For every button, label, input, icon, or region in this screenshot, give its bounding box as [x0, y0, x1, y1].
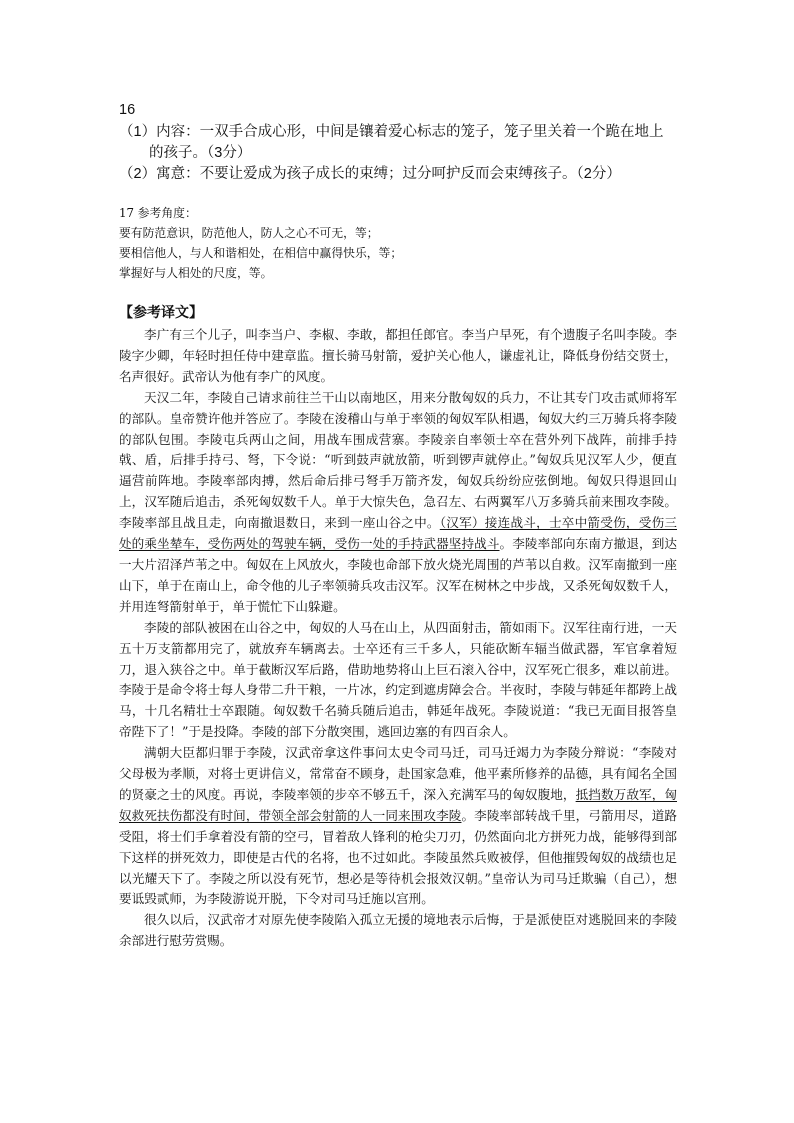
underlined-sentence: 抵挡数万敌军，匈奴救死扶伤都没有时间，带领全部会射箭的人一同来围攻李陵 [119, 786, 678, 823]
underlined-sentence: （汉军）接连战斗，士卒中箭受伤，受伤三处的乘坐辇车，受伤两处的驾驶车辆，受伤一处的手持武器坚持战斗 [119, 515, 678, 552]
paragraph-text: 天汉二年，李陵自己请求前往兰干山以南地区，用来分散匈奴的兵力，不让其专门攻击贰师将军的部队。皇帝赞许他并答应了。李陵在浚稽山与单于率领的匈奴军队相遇，匈奴大约三万骑兵将李陵的部队包围。李陵屯兵两山之间，用战车围成营寨。李陵亲自率领士卒在营外列下战阵，前排手持戟、盾，后排手持弓、弩，下令说：“听到鼓声就放箭，听到锣声就停止。”匈奴兵见汉军人少，便直逼营前阵地。李陵率部肉搏，然后命后排弓弩手万箭齐发，匈奴兵纷纷应弦倒地。匈奴只得退回山上，汉军随后追击，杀死匈奴数千人。单于大惊失色，急召左、右两翼军八万多骑兵前来围攻李陵。李陵率部且战且走，向南撤退数日，来到一座山谷之中。 [119, 389, 677, 531]
reference-translation [119, 302, 677, 952]
question-number: 16 [119, 102, 136, 118]
answer-line: 要相信他人，与人和谐相处，在相信中赢得快乐，等； [119, 246, 403, 260]
paragraph-text: 满朝大臣都归罪于李陵，汉武帝拿这件事问太史令司马迁，司马迁竭力为李陵分辩说：“李陵对父母极为孝顺，对将士更讲信义，常常奋不顾身，赴国家急难，他平素所修养的品德，具有闻名全国的贤豪之士的风度。再说，李陵率领的步卒不够五千，深入充满军马的匈奴腹地， [119, 745, 677, 802]
question-16-answer [119, 100, 677, 185]
translation-heading: 【参考译文】 [119, 304, 203, 320]
translation-paragraph-5: 很久以后，汉武帝才对原先使李陵陷入孤立无援的境地表示后悔，于是派使臣对逃脱回来的李陵余部进行慰劳赏赐。 [119, 912, 677, 949]
answer-item-meaning: （2）寓意：不要让爱成为孩子成长的束缚；过分呵护反而会束缚孩子。（2分） [119, 166, 621, 182]
answer-line: 掌握好与人相处的尺度，等。 [119, 266, 273, 280]
question-17-answer [119, 203, 677, 283]
question-17-heading: 17 参考角度： [119, 206, 197, 220]
translation-paragraph-1: 李广有三个儿子，叫李当户、李椒、李敢，都担任郎官。李当户早死，有个遗腹子名叫李陵。李陵字少卿，年轻时担任侍中建章监。擅长骑马射箭，爱护关心他人，谦虚礼让，降低身份结交贤士，名声很好。武帝认为他有李广的风度。 [119, 327, 677, 384]
translation-paragraph-2 [119, 388, 677, 618]
paragraph-text: 。李陵率部转战千里，弓箭用尽，道路受阻，将士们手拿着没有箭的空弓，冒着敌人锋利的枪尖刀刃，仍然面向北方拼死力战，能够得到部下这样的拼死效力，即使是古代的名将，也不过如此。李陵虽然兵败被俘，但他摧毁匈奴的战绩也足以光耀天下了。李陵之所以没有死节，想必是等待机会报效汉朝。”皇帝认为司马迁欺骗（自己），想要诋毁贰师，为李陵游说开脱，下令对司马迁施以宫刑。 [119, 807, 678, 907]
paragraph-text: 。李陵率部向东南方撤退，到达一大片沼泽芦苇之中。匈奴在上风放火，李陵也命部下放火烧光周围的芦苇以自救。汉军南撤到一座山下，单于在南山上，命令他的儿子率领骑兵攻击汉军。汉军在树林之中步战，又杀死匈奴数千人，并用连弩箭射单于，单于慌忙下山躲避。 [119, 536, 678, 614]
answer-line: 要有防范意识，防范他人，防人之心不可无，等； [119, 226, 379, 240]
answer-item-content: （1）内容：一双手合成心形，中间是镶着爱心标志的笼子，笼子里关着一个跪在地上的孩子。（3分） [119, 124, 664, 161]
translation-paragraph-3: 李陵的部队被困在山谷之中，匈奴的人马在山上，从四面射击，箭如雨下。汉军往南行进，一天五十万支箭都用完了，就放弃车辆离去。士卒还有三千多人，只能砍断车辐当做武器，军官拿着短刀，退入狭谷之中。单于截断汉军后路，借助地势将山上巨石滚入谷中，汉军死亡很多，难以前进。李陵于是命令将士每人身带二升干粮，一片冰，约定到遮虏障会合。半夜时，李陵与韩延年都跨上战马，十几名精壮士卒跟随。匈奴数千名骑兵随后追击，韩延年战死。李陵说道：“我已无面目报答皇帝陛下了！”于是投降。李陵的部下分散突围，逃回边塞的有四百余人。 [119, 619, 677, 740]
translation-paragraph-4 [119, 743, 677, 910]
